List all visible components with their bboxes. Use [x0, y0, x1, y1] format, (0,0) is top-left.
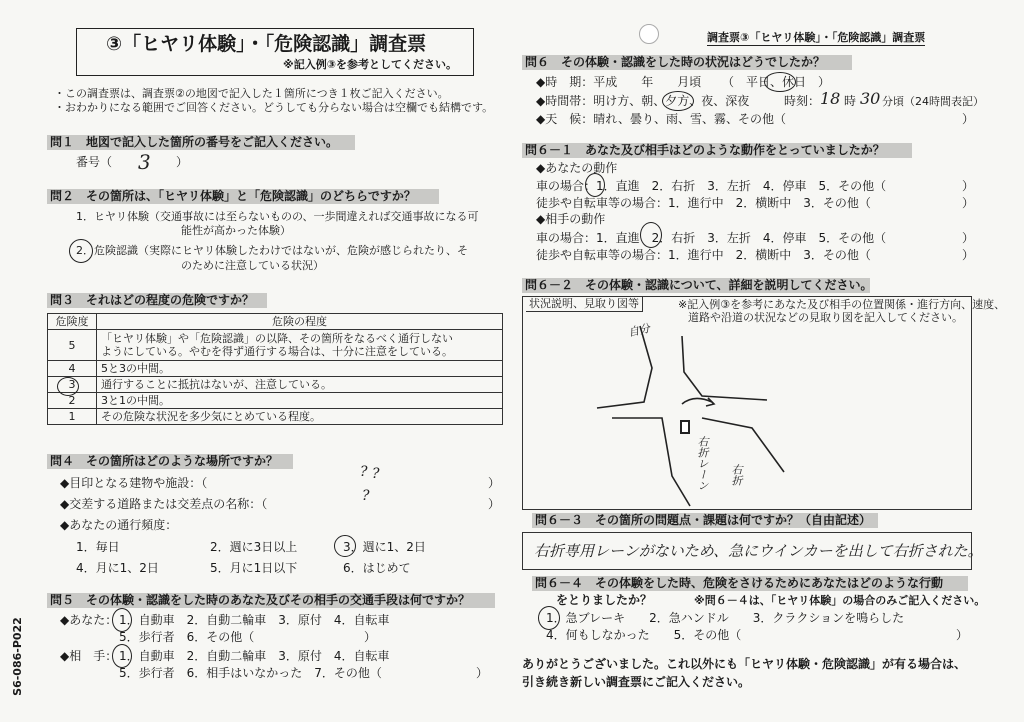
thanks-line-1: ありがとうございました。これ以外にも「ヒヤリ体験・危険認識」が有る場合は、 — [522, 657, 967, 671]
q5-you-row-1: 1．自動車 2．自動二輪車 3．原付 4．自転車 — [119, 613, 390, 627]
q6-timeband-label: ◆時間帯：明け方、朝、夕方、夜、深夜 — [536, 94, 750, 108]
q2-option-1: 1．ヒヤリ体験（交通事故には至らないものの、一歩間違えれば交通事故になる可 — [76, 210, 479, 223]
risk-text: 「ヒヤリ体験」や「危険認識」の以降、その箇所をなるべく通行しない ようにしている。やむを得ず通行する場合は、十分に注意をしている。 — [97, 330, 503, 361]
q4-freq-answer-circle — [334, 535, 356, 557]
page-subtitle: ※記入例③を参考としてください。 — [283, 58, 458, 71]
q6-clock-minute-unit: 分頃（24時間表記） — [882, 95, 984, 108]
risk-text: その危険な状況を多少気にとめている程度。 — [97, 409, 503, 425]
q4-item-frequency: ◆あなたの通行頻度： — [60, 518, 178, 532]
q6-weekday-circle — [764, 72, 796, 92]
risk-head-degree: 危険の程度 — [97, 314, 503, 330]
q6-1-you-head: ◆あなたの動作 — [536, 161, 618, 175]
q2-label: 問２ その箇所は、「ヒヤリ体験」と「危険認識」のどちらですか？ — [50, 189, 416, 203]
q6-clock-hour: 18 — [820, 89, 841, 108]
q6-4-row-2: 4．何もしなかった 5．その他（ — [546, 628, 742, 642]
q1-close: ） — [176, 155, 189, 169]
freq-option: 1．毎日 — [76, 540, 120, 554]
sketch-label-lane: 右折レーン — [696, 436, 709, 491]
q5-close-1: ） — [364, 630, 377, 644]
q6-4-note: ※問６－４は、「ヒヤリ体験」の場合のみご記入ください。 — [694, 594, 986, 607]
q5-other-label: ◆相 手： — [60, 649, 118, 663]
intro-line-2: ・おわかりになる範囲でご回答ください。どうしても分らない場合は空欄でも結構です。 — [54, 101, 494, 114]
risk-level: 2 — [48, 393, 97, 409]
q6-1-other-car-circle — [640, 222, 662, 248]
q5-label: 問５ その体験・認識をした時のあなた及びその相手の交通手段は何ですか？ — [50, 593, 471, 607]
page-title: ③「ヒヤリ体験」・「危険認識」調査票 — [106, 33, 427, 55]
risk-head-level: 危険度 — [48, 314, 97, 330]
risk-table — [47, 313, 503, 425]
q6-1-you-walk: 徒歩や自転車等の場合：1．進行中 2．横断中 3．その他（ — [536, 196, 871, 210]
punch-hole — [639, 24, 659, 44]
right-header-title: 調査票③「ヒヤリ体験」・「危険認識」調査票 — [707, 31, 926, 44]
q4-hand-mark-2: ? — [362, 488, 370, 504]
q2-option-1b: 能性が高かった体験） — [181, 224, 291, 237]
freq-option: 3．週に1、2日 — [343, 540, 426, 554]
sketch-note-1: ※記入例③を参考にあなた及び相手の位置関係・進行方向、速度、 — [678, 298, 1006, 311]
q6-period-label: ◆時 期：平成 年 月頃 — [536, 75, 702, 89]
q6-1-you-car: 車の場合：1．直進 2．右折 3．左折 4．停車 5．その他（ — [536, 179, 887, 193]
q2-option-2: 2．危険認識（実際にヒヤリ体験したわけではないが、危険が感じられたり、そ — [76, 244, 468, 257]
q5-other-row-2: 5．歩行者 6．相手はいなかった 7．その他（ — [119, 666, 382, 680]
q6-3-label: 問６－３ その箇所の問題点・課題は何ですか？（自由記述） — [535, 513, 872, 527]
side-code: S6-086-P022 — [10, 617, 24, 696]
q3-answer-circle — [57, 377, 79, 396]
q6-timeband-circle — [662, 91, 694, 111]
q6-1-close-1: ） — [962, 179, 975, 193]
freq-option: 2．週に3日以上 — [210, 540, 298, 554]
q5-you-label: ◆あなた： — [60, 613, 118, 627]
q6-2-label: 問６－２ その体験・認識について、詳細を説明してください。 — [525, 278, 873, 292]
q6-clock-label: 時刻： — [784, 94, 821, 108]
q1-field: 番号（ — [76, 155, 113, 169]
intro-line-1: ・この調査票は、調査票②の地図で記入した１箇所につき１枚ご記入ください。 — [54, 87, 449, 100]
q6-1-label: 問６－１ あなた及び相手はどのような動作をとっていましたか？ — [525, 143, 885, 157]
sketch-box-label: 状況説明、見取り図等 — [526, 297, 643, 312]
q1-label: 問１ 地図で記入した箇所の番号をご記入ください。 — [50, 135, 339, 149]
q6-1-other-car: 車の場合：1．直進 2．右折 3．左折 4．停車 5．その他（ — [536, 231, 887, 245]
sketch-note-2: 道路や沿道の状況などの見取り図を記入してください。 — [688, 311, 963, 324]
freq-option: 6．はじめて — [343, 561, 411, 575]
q6-1-other-walk: 徒歩や自転車等の場合：1．進行中 2．横断中 3．その他（ — [536, 248, 871, 262]
q6-4-label-2: をとりましたか？ — [556, 593, 653, 607]
q6-4-close: ） — [956, 628, 969, 642]
q6-clock-minute: 30 — [860, 89, 881, 108]
q4-hand-mark-1: ? — [360, 464, 368, 480]
q6-1-close-2: ） — [962, 196, 975, 210]
q5-close-2: ） — [476, 666, 489, 680]
risk-level: 4 — [48, 361, 97, 377]
q6-4-row-1: 1．急ブレーキ 2．急ハンドル 3．クラクションを鳴らした — [546, 611, 905, 625]
risk-text: 5と3の中間。 — [97, 361, 503, 377]
q4-label: 問４ その箇所はどのような場所ですか？ — [50, 454, 279, 468]
q6-3-answer: 右折専用レーンがないため、急にウインカーを出して右折された。 — [534, 542, 983, 560]
q4-item-crossroad: ◆交差する道路または交差点の名称：（ — [60, 497, 268, 511]
freq-option: 4．月に1、2日 — [76, 561, 159, 575]
intersection-sketch — [522, 296, 970, 508]
q6-weather-label: ◆天 候：晴れ、曇り、雨、雪、霧、その他（ — [536, 112, 786, 126]
risk-text: 通行することに抵抗はないが、注意している。 — [97, 377, 503, 393]
q4-hand-mark-1b: ? — [372, 466, 380, 482]
q2-answer-circle — [69, 239, 93, 263]
q4-item-landmark: ◆目印となる建物や施設：（ — [60, 476, 208, 490]
risk-level: 5 — [48, 330, 97, 361]
q2-option-2b: のために注意している状況） — [181, 259, 324, 272]
q6-4-answer-circle — [538, 606, 560, 630]
q1-answer: 3 — [138, 150, 151, 174]
freq-option: 5．月に1日以下 — [210, 561, 298, 575]
q6-clock-hour-unit: 時 — [844, 94, 857, 108]
q6-close: ） — [962, 112, 975, 126]
q4-close-1: ） — [488, 476, 501, 490]
q6-1-close-4: ） — [962, 248, 975, 262]
q3-label: 問３ それはどの程度の危険ですか？ — [50, 293, 255, 307]
sketch-label-self: 自分 — [626, 321, 652, 340]
q5-other-answer-circle — [112, 644, 132, 668]
q6-label: 問６ その体験・認識をした時の状況はどうでしたか？ — [525, 55, 826, 69]
q6-weekday-paren: （ 平日、休日 ） — [722, 75, 831, 89]
q4-close-2: ） — [488, 497, 501, 511]
q5-you-row-2: 5．歩行者 6．その他（ — [119, 630, 255, 644]
q5-you-answer-circle — [112, 608, 132, 632]
q5-other-row-1: 1．自動車 2．自動二輪車 3．原付 4．自転車 — [119, 649, 390, 663]
q6-1-close-3: ） — [962, 231, 975, 245]
risk-text: 3と1の中間。 — [97, 393, 503, 409]
sketch-label-turn: 右折 — [730, 464, 743, 486]
q6-1-you-car-circle — [585, 173, 605, 197]
q6-1-other-head: ◆相手の動作 — [536, 212, 606, 226]
risk-level: 1 — [48, 409, 97, 425]
thanks-line-2: 引き続き新しい調査票にご記入ください。 — [522, 675, 751, 689]
q6-4-label: 問６－４ その体験をした時、危険をさけるためにあなたはどのような行動 — [535, 576, 944, 590]
risk-level: 3 — [48, 377, 97, 393]
